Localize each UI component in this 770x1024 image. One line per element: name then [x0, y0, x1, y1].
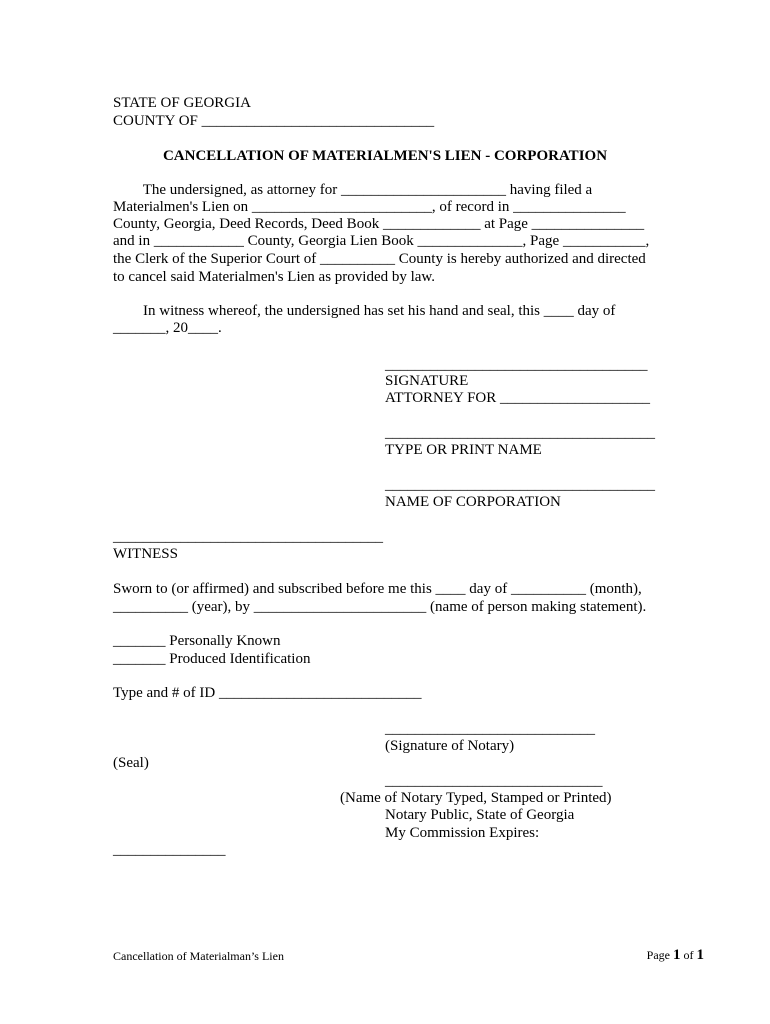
seal-label: (Seal) — [113, 755, 149, 771]
county-heading: COUNTY OF _______________________________ — [113, 113, 435, 129]
notary-name-label: (Name of Notary Typed, Stamped or Printed) — [340, 790, 612, 806]
sworn-statement-line: __________ (year), by _______________________ (name of person making statement). — [113, 599, 647, 615]
paragraph-line: Materialmen's Lien on ________________________, of record in _______________ — [113, 199, 626, 215]
corporation-line: ____________________________________ — [385, 477, 655, 493]
footer-page-number — [647, 947, 704, 965]
paragraph-line: to cancel said Materialmen's Lien as provided by law. — [113, 269, 436, 285]
total-pages: 1 — [696, 947, 704, 963]
notary-signature-line: ____________________________ — [385, 721, 595, 737]
document-title: CANCELLATION OF MATERIALMEN'S LIEN - CORPORATION — [162, 148, 608, 164]
notary-public-label: Notary Public, State of Georgia — [385, 807, 575, 823]
sworn-statement-line: Sworn to (or affirmed) and subscribed before me this ____ day of __________ (month), — [113, 581, 642, 597]
notary-signature-label: (Signature of Notary) — [385, 738, 515, 754]
paragraph-line: In witness whereof, the undersigned has set his hand and seal, this ____ day of — [113, 303, 616, 319]
print-name-line: ____________________________________ — [385, 425, 655, 441]
notary-name-line: _____________________________ — [385, 773, 603, 789]
paragraph-line: and in ____________ County, Georgia Lien Book ______________, Page ___________, — [113, 233, 650, 249]
personally-known-option: _______ Personally Known — [113, 633, 281, 649]
signature-line: ___________________________________ — [385, 357, 648, 373]
signature-label: SIGNATURE — [385, 373, 469, 389]
current-page: 1 — [673, 947, 681, 963]
witness-label: WITNESS — [113, 546, 178, 562]
print-name-label: TYPE OR PRINT NAME — [385, 442, 542, 458]
page-word: Page — [646, 948, 673, 962]
id-type-field: Type and # of ID ___________________________ — [113, 685, 422, 701]
corporation-label: NAME OF CORPORATION — [385, 494, 561, 510]
footer-document-name: Cancellation of Materialman’s Lien — [113, 949, 284, 963]
state-heading: STATE OF GEORGIA — [113, 95, 251, 111]
produced-id-option: _______ Produced Identification — [113, 651, 311, 667]
paragraph-line: the Clerk of the Superior Court of __________ County is hereby authorized and directed — [113, 251, 646, 267]
attorney-for-label: ATTORNEY FOR ____________________ — [385, 390, 651, 406]
of-word: of — [680, 948, 697, 962]
paragraph-line: _______, 20____. — [113, 320, 222, 336]
paragraph-line: The undersigned, as attorney for ______________________ having filed a — [113, 182, 593, 198]
witness-line: ____________________________________ — [113, 529, 383, 545]
paragraph-line: County, Georgia, Deed Records, Deed Book _____________ at Page _______________ — [113, 216, 645, 232]
commission-date-line: _______________ — [113, 842, 226, 858]
commission-expires-label: My Commission Expires: — [385, 825, 540, 841]
